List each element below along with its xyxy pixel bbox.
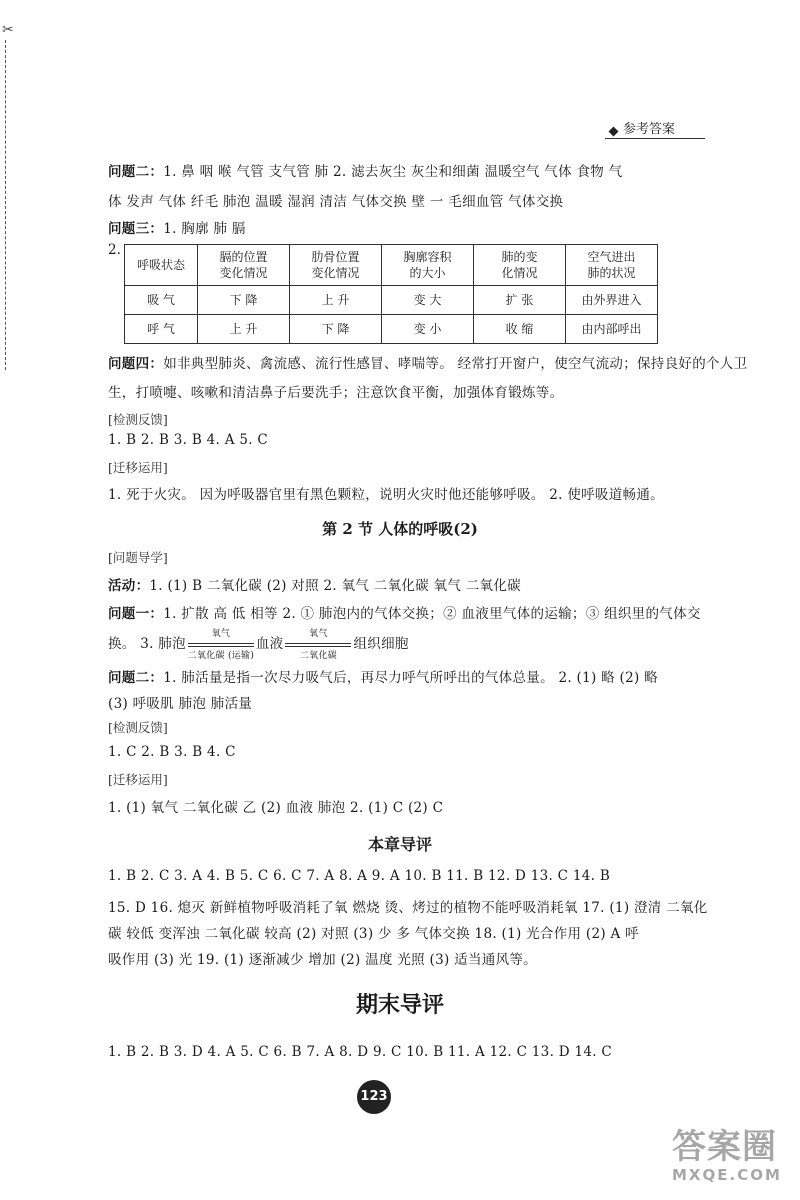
question-three-line: 问题三：1. 胸廓 肺 膈 [108,221,246,237]
header-rule [605,138,705,139]
table-cell: 由内部呼出 [566,315,658,344]
table-header-cell: 肺的变 化情况 [474,245,566,286]
gas-exchange-arrow: $\frac{\text{氧气}}{\text{二氧化碳 (运输)}}$ [187,628,255,661]
table-header-cell: 膈的位置 变化情况 [198,245,290,286]
table-header-cell: 呼吸状态 [125,245,198,286]
review-line-1: 1. B 2. C 3. A 4. B 5. C 6. C 7. A 8. A 9. A 10. B 11. B 12. D 13. C 14. B [108,868,611,884]
question-three-number: 2. [108,242,121,258]
table-header-row [125,245,658,286]
table-cell: 下 降 [198,286,290,315]
problem-one-line-1: 问题一：1. 扩散 高 低 相等 2. ① 肺泡内的气体交换；② 血液里气体的运输；③ 组织里的气体交 [108,606,701,622]
table-header-cell: 空气进出 肺的状况 [566,245,658,286]
watermark-corner: 答案圈 MXQE.COM [672,1127,782,1184]
final-answers-line: 1. B 2. B 3. D 4. A 5. C 6. B 7. A 8. D 9. C 10. B 11. A 12. C 13. D 14. C [108,1044,613,1060]
question-four-line-2: 生，打喷嚏、咳嗽和清洁鼻子后要洗手；注意饮食平衡，加强体育锻炼等。 [108,385,564,401]
table-cell: 上 升 [290,286,382,315]
table-cell: 上 升 [198,315,290,344]
transfer-heading-2: [迁移运用] [108,772,168,787]
scissors-icon: ✂ [2,22,14,38]
activity-line: 活动：1. (1) B 二氧化碳 (2) 对照 2. 氧气 二氧化碳 氧气 二氧化碳 [108,578,521,594]
review-line-4: 吸作用 (3) 光 19. (1) 逐渐减少 增加 (2) 温度 光照 (3) 适当通风等。 [108,952,537,968]
table-cell: 由外界进入 [566,286,658,315]
feedback-heading-1: [检测反馈] [108,412,168,427]
section-title-breathing-2: 第 2 节 人体的呼吸(2) [322,520,478,538]
transfer-answers-1: 1. 死于火灾。 因为呼吸器官里有黑色颗粒，说明火灾时他还能够呼吸。 2. 使呼吸道畅通。 [108,487,664,503]
table-cell: 呼 气 [125,315,198,344]
question-two-line-1: 问题二：1. 鼻 咽 喉 气管 支气管 肺 2. 滤去灰尘 灰尘和细菌 温暖空气 气体 食物 气 [108,164,623,180]
table-header-cell: 胸廓容积 的大小 [382,245,474,286]
page-number: 123 [357,1080,391,1114]
feedback-answers-1: 1. B 2. B 3. B 4. A 5. C [108,432,269,448]
guide-heading: [问题导学] [108,550,168,565]
feedback-answers-2: 1. C 2. B 3. B 4. C [108,744,236,760]
final-review-title: 期末导评 [355,993,444,1018]
table-cell: 下 降 [290,315,382,344]
problem-two-line-2: (3) 呼吸肌 肺泡 肺活量 [108,696,253,712]
transfer-answers-2: 1. (1) 氧气 二氧化碳 乙 (2) 血液 肺泡 2. (1) C (2) C [108,800,444,816]
gas-exchange-arrow-2: $\frac{\text{氧气}}{\text{二氧化碳}}$ [283,636,353,654]
table-cell: 扩 张 [474,286,566,315]
question-two-line-2: 体 发声 气体 纤毛 肺泡 温暖 湿润 清洁 气体交换 壁 一 毛细血管 气体交换 [108,194,564,210]
problem-one-line-2: 换。 3. 肺泡 $\frac{\text{氧气}}{\text{二氧化碳 (运输)}}$ 血液 $\frac{\text{氧气}}{\text{二氧化碳}}$ 组织细胞 [108,628,409,661]
binding-cut-line [5,40,6,370]
question-four-line-1: 问题四：如非典型肺炎、禽流感、流行性感冒、哮喘等。 经常打开窗户，使空气流动；保持良好的个人卫 [108,356,748,372]
breathing-table [124,244,658,344]
table-cell: 变 大 [382,286,474,315]
chapter-review-title: 本章导评 [367,835,432,854]
transfer-heading-1: [迁移运用] [108,460,168,475]
table-cell: 吸 气 [125,286,198,315]
table-header-cell: 肋骨位置 变化情况 [290,245,382,286]
table-row [125,315,658,344]
review-line-2: 15. D 16. 熄灭 新鲜植物呼吸消耗了氧 燃烧 烫、烤过的植物不能呼吸消耗氧 17. (1) 澄清 二氧化 [108,900,708,916]
table-cell: 收 缩 [474,315,566,344]
diamond-icon [609,127,619,137]
table-row [125,286,658,315]
table-cell: 变 小 [382,315,474,344]
review-line-3: 碳 较低 变浑浊 二氧化碳 较高 (2) 对照 (3) 少 多 气体交换 18. (1) 光合作用 (2) A 呼 [108,926,639,942]
header-label: 参考答案 [623,122,676,137]
problem-two-line-1: 问题二：1. 肺活量是指一次尽力吸气后，再尽力呼气所呼出的气体总量。 2. (1) 略 (2) 略 [108,670,658,686]
feedback-heading-2: [检测反馈] [108,720,168,735]
